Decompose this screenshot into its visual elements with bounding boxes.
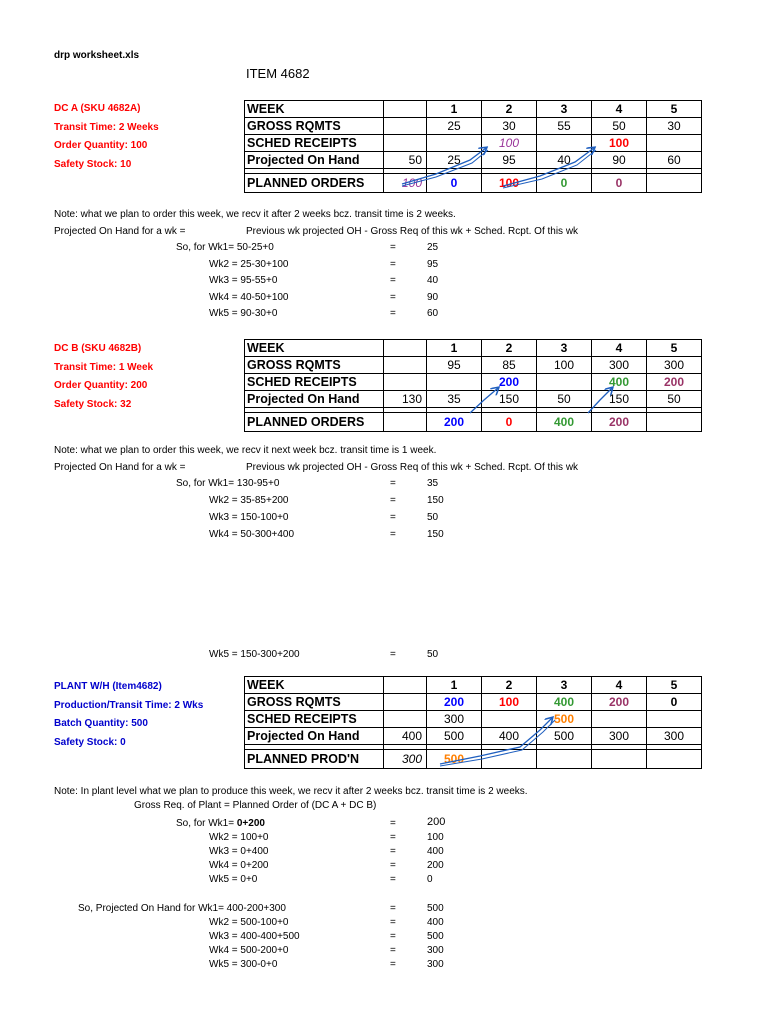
plan-cell	[647, 174, 702, 193]
calc-expr: Wk5 = 300-0+0	[209, 959, 278, 970]
calc-eq: =	[390, 931, 396, 942]
gross-cell: 55	[537, 118, 592, 135]
calc-eq: =	[390, 259, 396, 270]
sched-cell: 200	[482, 374, 537, 391]
sched-cell	[537, 374, 592, 391]
week-cell: 1	[427, 677, 482, 694]
calc-eq: =	[390, 860, 396, 871]
calc-expr: Wk4 = 40-50+100	[209, 292, 289, 303]
dc-b-formula-label: Projected On Hand for a wk =	[54, 462, 186, 473]
calc-expr: Wk4 = 500-200+0	[209, 945, 289, 956]
week-cell: 3	[537, 340, 592, 357]
calc-val: 200	[427, 816, 446, 828]
plant-batch-qty: Batch Quantity: 500	[54, 718, 148, 729]
gross-cell: 0	[647, 694, 702, 711]
dc-a-table	[244, 100, 702, 193]
dc-b-name: DC B (SKU 4682B)	[54, 343, 142, 354]
sched-cell: 500	[537, 711, 592, 728]
poh-cell: 40	[537, 152, 592, 169]
sched-cell	[482, 711, 537, 728]
sched-cell	[427, 374, 482, 391]
gross-cell: 100	[482, 694, 537, 711]
plan-start	[384, 413, 427, 432]
week-cell: 2	[482, 677, 537, 694]
poh-cell: 300	[592, 728, 647, 745]
plan-cell	[647, 750, 702, 769]
plan-cell	[482, 750, 537, 769]
calc-eq: =	[390, 917, 396, 928]
dc-a-info	[54, 100, 159, 174]
calc-eq: =	[390, 874, 396, 885]
poh-row	[245, 391, 702, 408]
calc-eq: =	[390, 903, 396, 914]
calc-val: 150	[427, 529, 444, 540]
poh-cell: 25	[427, 152, 482, 169]
sched-row	[245, 135, 702, 152]
week-cell: 5	[647, 340, 702, 357]
plan-row	[245, 174, 702, 193]
calc-val: 95	[427, 259, 439, 270]
poh-cell: 60	[647, 152, 702, 169]
gross-cell: 300	[647, 357, 702, 374]
plan-label: PLANNED ORDERS	[245, 174, 384, 193]
plan-cell	[647, 413, 702, 432]
calc-val: 0	[427, 874, 433, 885]
plan-cell: 100	[482, 174, 537, 193]
plan-start: 300	[384, 750, 427, 769]
dc-a-name: DC A (SKU 4682A)	[54, 103, 141, 114]
sched-cell	[647, 135, 702, 152]
calc-val: 300	[427, 945, 444, 956]
gross-cell: 200	[427, 694, 482, 711]
calc-val: 500	[427, 931, 444, 942]
poh-label: Projected On Hand	[245, 728, 384, 745]
calc-val: 150	[427, 495, 444, 506]
dc-a-safety-stock: Safety Stock: 10	[54, 158, 132, 170]
dc-b-info	[54, 340, 153, 414]
calc-expr: So, Projected On Hand for Wk1= 400-200+300	[78, 903, 286, 914]
calc-val: 60	[427, 308, 439, 319]
sched-label: SCHED RECEIPTS	[245, 374, 384, 391]
poh-cell: 35	[427, 391, 482, 408]
calc-eq: =	[390, 242, 396, 253]
gross-label: GROSS RQMTS	[245, 118, 384, 135]
gross-cell: 85	[482, 357, 537, 374]
calc-eq: =	[390, 649, 396, 660]
item-title: ITEM 4682	[246, 66, 310, 81]
plan-start: 100	[384, 174, 427, 193]
week-cell: 5	[647, 677, 702, 694]
week-label: WEEK	[245, 340, 384, 357]
calc-expr: So, for Wk1= 0+200	[176, 818, 265, 829]
week-cell: 5	[647, 101, 702, 118]
calc-expr: Wk5 = 90-30+0	[209, 308, 278, 319]
gross-cell: 30	[482, 118, 537, 135]
gross-label: GROSS RQMTS	[245, 357, 384, 374]
sched-cell	[647, 711, 702, 728]
poh-start: 50	[384, 152, 427, 169]
file-name: drp worksheet.xls	[54, 50, 140, 61]
poh-label: Projected On Hand	[245, 391, 384, 408]
calc-expr: Wk4 = 50-300+400	[209, 529, 295, 540]
sched-cell: 100	[482, 135, 537, 152]
plan-cell: 0	[592, 174, 647, 193]
dc-a-formula-text: Previous wk projected OH - Gross Req of this wk + Sched. Rcpt. Of this wk	[246, 226, 579, 237]
calc-val: 90	[427, 292, 439, 303]
week-cell: 3	[537, 101, 592, 118]
calc-eq: =	[390, 292, 396, 303]
dc-b-order-qty: Order Quantity: 200	[54, 380, 148, 391]
gross-row	[245, 357, 702, 374]
plan-row	[245, 413, 702, 432]
plant-transit: Production/Transit Time: 2 Wks	[54, 699, 204, 711]
plan-cell: 200	[592, 413, 647, 432]
calc-eq: =	[390, 495, 396, 506]
week-cell: 2	[482, 340, 537, 357]
week-cell: 1	[427, 340, 482, 357]
gross-cell: 50	[592, 118, 647, 135]
poh-row	[245, 152, 702, 169]
gross-cell: 300	[592, 357, 647, 374]
poh-cell: 50	[647, 391, 702, 408]
week-label: WEEK	[245, 101, 384, 118]
calc-expr: Wk2 = 500-100+0	[209, 917, 289, 928]
poh-row	[245, 728, 702, 745]
gross-cell: 100	[537, 357, 592, 374]
poh-cell: 95	[482, 152, 537, 169]
plan-row	[245, 750, 702, 769]
sched-row	[245, 374, 702, 391]
plan-cell: 500	[427, 750, 482, 769]
calc-val: 200	[427, 860, 444, 871]
calc-eq: =	[390, 478, 396, 489]
sched-row	[245, 711, 702, 728]
calc-val: 100	[427, 832, 444, 843]
sched-cell: 400	[592, 374, 647, 391]
calc-expr: Wk5 = 0+0	[209, 874, 258, 885]
calc-eq: =	[390, 846, 396, 857]
calc-val: 40	[427, 275, 439, 286]
plan-cell: 0	[482, 413, 537, 432]
week-cell: 3	[537, 677, 592, 694]
calc-expr: Wk5 = 150-300+200	[209, 649, 300, 660]
sched-label: SCHED RECEIPTS	[245, 711, 384, 728]
poh-cell: 150	[592, 391, 647, 408]
sched-cell	[592, 711, 647, 728]
calc-eq: =	[390, 945, 396, 956]
poh-cell: 400	[482, 728, 537, 745]
calc-expr: Wk3 = 95-55+0	[209, 275, 278, 286]
calc-eq: =	[390, 529, 396, 540]
plant-note: Note: In plant level what we plan to produce this week, we recv it after 2 weeks bcz. transit time is 2 weeks.	[54, 786, 528, 797]
calc-val: 300	[427, 959, 444, 970]
plan-label: PLANNED PROD'N	[245, 750, 384, 769]
plant-table	[244, 676, 702, 769]
calc-val: 50	[427, 649, 439, 660]
sched-cell: 300	[427, 711, 482, 728]
calc-eq: =	[390, 308, 396, 319]
plant-name: PLANT W/H (Item4682)	[54, 681, 162, 692]
plan-cell: 200	[427, 413, 482, 432]
week-label: WEEK	[245, 677, 384, 694]
sched-cell: 200	[647, 374, 702, 391]
calc-val: 400	[427, 917, 444, 928]
sched-label: SCHED RECEIPTS	[245, 135, 384, 152]
plant-gross-formula: Gross Req. of Plant = Planned Order of (DC A + DC B)	[134, 800, 377, 811]
dc-a-formula-label: Projected On Hand for a wk =	[54, 226, 186, 237]
week-cell: 2	[482, 101, 537, 118]
calc-expr: So, for Wk1= 130-95+0	[176, 478, 280, 489]
calc-eq: =	[390, 512, 396, 523]
dc-a-order-qty: Order Quantity: 100	[54, 140, 148, 151]
plant-safety-stock: Safety Stock: 0	[54, 736, 126, 748]
dc-b-transit: Transit Time: 1 Week	[54, 361, 154, 373]
calc-expr: Wk2 = 35-85+200	[209, 495, 289, 506]
calc-expr: Wk3 = 0+400	[209, 846, 269, 857]
week-cell: 4	[592, 677, 647, 694]
dc-b-table	[244, 339, 702, 432]
calc-eq: =	[390, 275, 396, 286]
poh-cell: 300	[647, 728, 702, 745]
calc-val: 50	[427, 512, 439, 523]
calc-expr: Wk3 = 150-100+0	[209, 512, 289, 523]
gross-cell: 30	[647, 118, 702, 135]
week-cell: 4	[592, 101, 647, 118]
calc-expr: Wk4 = 0+200	[209, 860, 269, 871]
week-cell: 4	[592, 340, 647, 357]
gross-row	[245, 118, 702, 135]
sched-cell: 100	[592, 135, 647, 152]
calc-eq: =	[390, 832, 396, 843]
week-row	[245, 677, 702, 694]
calc-val: 35	[427, 478, 439, 489]
gross-cell: 25	[427, 118, 482, 135]
dc-a-transit: Transit Time: 2 Weeks	[54, 121, 159, 133]
plant-info	[54, 678, 203, 752]
dc-b-note: Note: what we plan to order this week, we recv it next week bcz. transit time is 1 week.	[54, 445, 437, 456]
calc-val: 400	[427, 846, 444, 857]
calc-eq: =	[390, 959, 396, 970]
plan-cell: 400	[537, 413, 592, 432]
sched-cell	[427, 135, 482, 152]
gross-cell: 95	[427, 357, 482, 374]
calc-expr: Wk2 = 25-30+100	[209, 259, 289, 270]
calc-expr: Wk3 = 400-400+500	[209, 931, 300, 942]
dc-a-note: Note: what we plan to order this week, we recv it after 2 weeks bcz. transit time is 2 weeks.	[54, 209, 456, 220]
poh-start: 400	[384, 728, 427, 745]
plan-cell: 0	[537, 174, 592, 193]
week-row	[245, 340, 702, 357]
dc-b-safety-stock: Safety Stock: 32	[54, 398, 132, 410]
calc-eq: =	[390, 818, 396, 829]
poh-start: 130	[384, 391, 427, 408]
poh-cell: 150	[482, 391, 537, 408]
gross-cell: 200	[592, 694, 647, 711]
week-row	[245, 101, 702, 118]
gross-cell: 400	[537, 694, 592, 711]
poh-cell: 500	[537, 728, 592, 745]
poh-cell: 90	[592, 152, 647, 169]
dc-b-formula-text: Previous wk projected OH - Gross Req of this wk + Sched. Rcpt. Of this wk	[246, 462, 579, 473]
poh-cell: 500	[427, 728, 482, 745]
gross-label: GROSS RQMTS	[245, 694, 384, 711]
poh-label: Projected On Hand	[245, 152, 384, 169]
plan-cell	[537, 750, 592, 769]
plan-cell	[592, 750, 647, 769]
poh-cell: 50	[537, 391, 592, 408]
calc-val: 500	[427, 903, 444, 914]
plan-label: PLANNED ORDERS	[245, 413, 384, 432]
plan-cell: 0	[427, 174, 482, 193]
calc-expr: Wk2 = 100+0	[209, 832, 269, 843]
gross-row	[245, 694, 702, 711]
week-cell: 1	[427, 101, 482, 118]
calc-expr: So, for Wk1= 50-25+0	[176, 242, 274, 253]
calc-val: 25	[427, 242, 439, 253]
sched-cell	[537, 135, 592, 152]
